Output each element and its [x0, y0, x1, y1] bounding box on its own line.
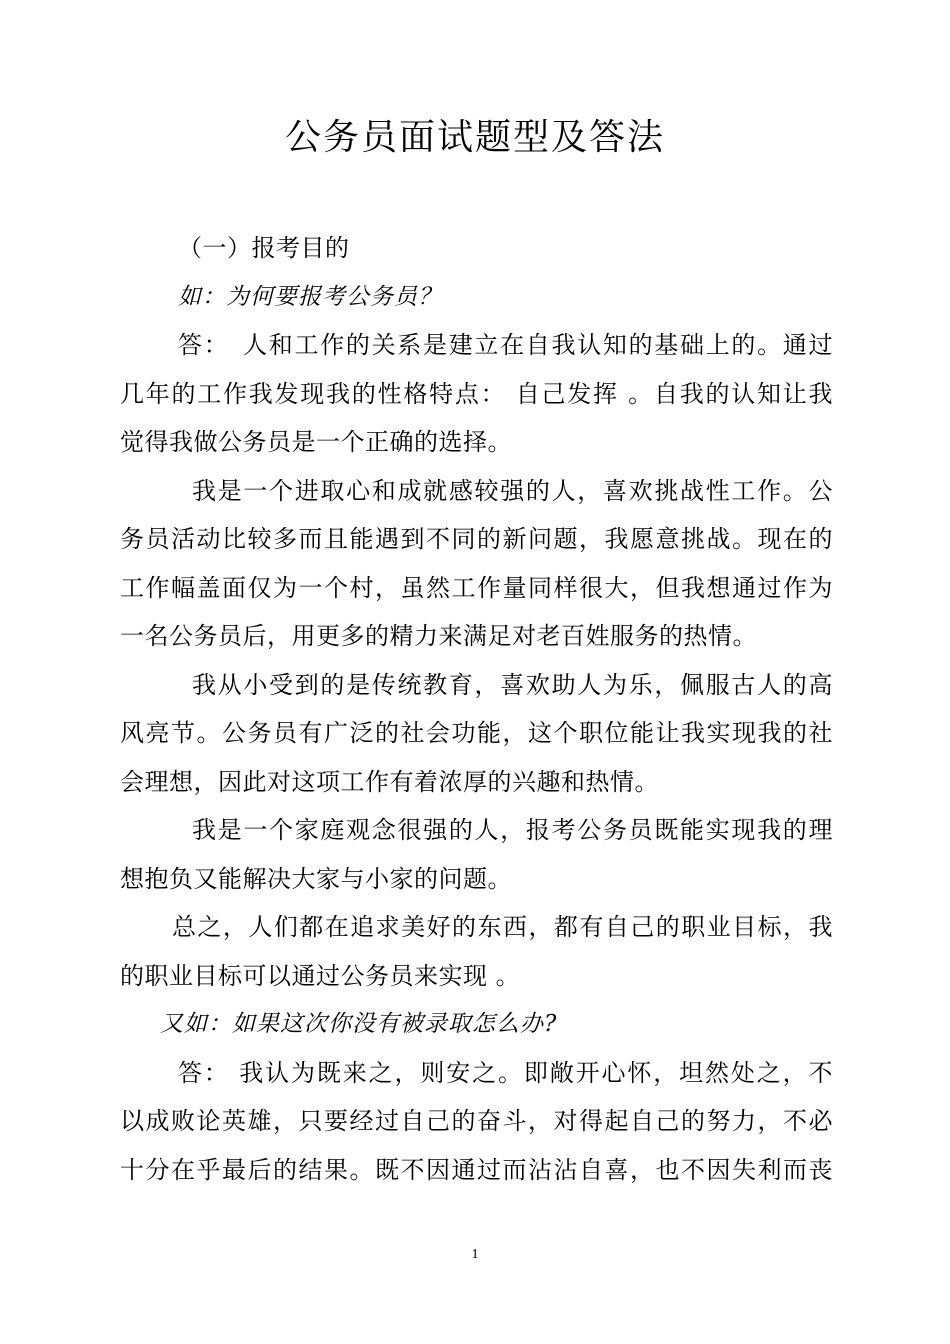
paragraph-5-line-1: 总之，人们都在追求美好的东西，都有自己的职业目标，我 [172, 913, 833, 941]
paragraph-3-line-2: 风亮节。公务员有广泛的社会功能，这个职位能让我实现我的社 [120, 719, 833, 747]
question-1: 如：为何要报考公务员？ [178, 283, 442, 310]
paragraph-5-line-2: 的职业目标可以通过公务员来实现 。 [120, 961, 521, 990]
answer-2-line-3: 十分在乎最后的结果。既不因通过而沾沾自喜，也不因失利而丧 [120, 1155, 833, 1184]
question-2: 又如：如果这次你没有被录取怎么办? [160, 1011, 558, 1037]
answer-2-line-2: 以成败论英雄，只要经过自己的奋斗，对得起自己的努力，不必 [120, 1107, 833, 1135]
answer-1-line-1: 答： 人和工作的关系是建立在自我认知的基础上的。通过 [178, 331, 833, 359]
paragraph-2-line-4: 一名公务员后，用更多的精力来满足对老百姓服务的热情。 [120, 622, 757, 650]
document-title: 公务员面试题型及答法 [284, 117, 665, 158]
answer-2-line-1: 答： 我认为既来之，则安之。即敞开心怀，坦然处之，不 [178, 1058, 833, 1087]
answer-1-line-2: 几年的工作我发现我的性格特点： 自己发挥 。自我的认知让我 [120, 379, 833, 408]
answer-1-line-3: 觉得我做公务员是一个正确的选择。 [120, 428, 512, 456]
section-heading: （一）报考目的 [178, 234, 350, 262]
paragraph-3-line-1: 我从小受到的是传统教育，喜欢助人为乐，佩服古人的高 [192, 670, 833, 699]
paragraph-3-line-3: 会理想，因此对这项工作有着浓厚的兴趣和热情。 [120, 767, 659, 796]
document-body [120, 224, 833, 1194]
paragraph-2-line-2: 务员活动比较多而且能遇到不同的新问题，我愿意挑战。现在的 [120, 525, 833, 553]
paragraph-2-line-1: 我是一个进取心和成就感较强的人，喜欢挑战性工作。公 [192, 476, 833, 505]
page-number: 1 [471, 1247, 479, 1262]
paragraph-2-line-3: 工作幅盖面仅为一个村，虽然工作量同样很大，但我想通过作为 [120, 573, 833, 602]
paragraph-4-line-1: 我是一个家庭观念很强的人，报考公务员既能实现我的理 [192, 816, 833, 844]
paragraph-4-line-2: 想抱负又能解决大家与小家的问题。 [120, 864, 512, 893]
